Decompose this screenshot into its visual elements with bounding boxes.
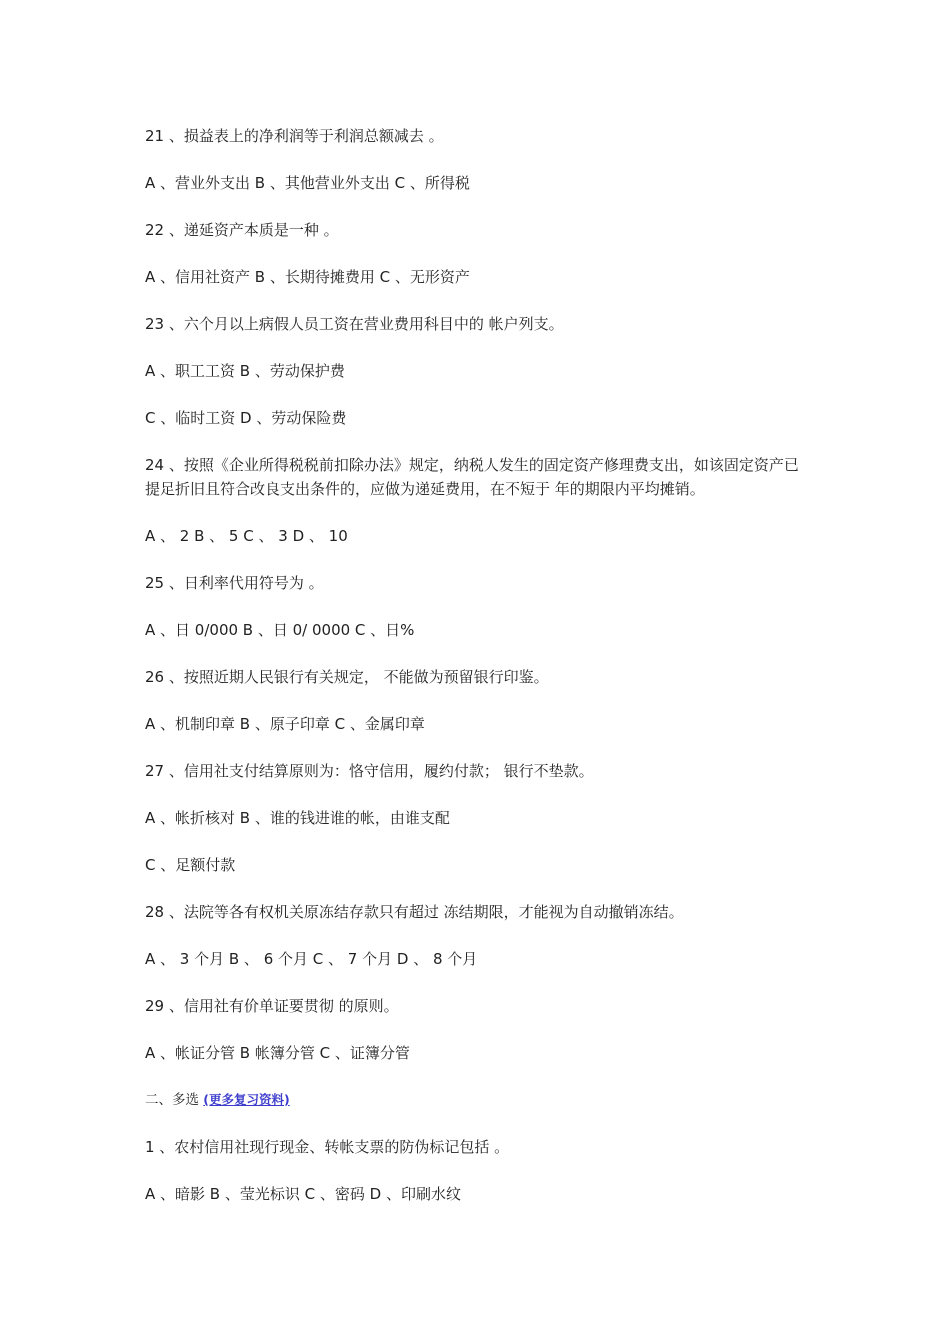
- options-22: A 、信用社资产 B 、长期待摊费用 C 、无形资产: [145, 268, 470, 286]
- section-title: 二、多选: [145, 1092, 199, 1108]
- options-26: A 、机制印章 B 、原子印章 C 、金属印章: [145, 715, 425, 733]
- options-23-a: A 、职工工资 B 、劳动保护费: [145, 362, 345, 380]
- more-materials-link[interactable]: (更多复习资料): [203, 1092, 290, 1107]
- question-23: 23 、六个月以上病假人员工资在营业费用科目中的 帐户列支。: [145, 315, 564, 333]
- question-29: 29 、信用社有价单证要贯彻 的原则。: [145, 997, 399, 1015]
- options-27-a: A 、帐折核对 B 、谁的钱进谁的帐，由谁支配: [145, 809, 450, 827]
- question-25: 25 、日利率代用符号为 。: [145, 574, 324, 592]
- multi-options-1: A 、暗影 B 、莹光标识 C 、密码 D 、印刷水纹: [145, 1185, 461, 1203]
- question-28: 28 、法院等各有权机关原冻结存款只有超过 冻结期限，才能视为自动撤销冻结。: [145, 903, 684, 921]
- options-25: A 、日 0/000 B 、日 0/ 0000 C 、日%: [145, 621, 415, 639]
- options-23-c: C 、临时工资 D 、劳动保险费: [145, 409, 347, 427]
- question-21: 21 、损益表上的净利润等于利润总额减去 。: [145, 127, 444, 145]
- question-26: 26 、按照近期人民银行有关规定， 不能做为预留银行印鉴。: [145, 668, 549, 686]
- document-body: [145, 124, 805, 1229]
- options-24: A 、 2 B 、 5 C 、 3 D 、 10: [145, 527, 348, 545]
- question-22: 22 、递延资产本质是一种 。: [145, 221, 339, 239]
- question-27: 27 、信用社支付结算原则为：恪守信用，履约付款； 银行不垫款。: [145, 762, 594, 780]
- section-heading: [145, 1088, 805, 1112]
- options-28: A 、 3 个月 B 、 6 个月 C 、 7 个月 D 、 8 个月: [145, 950, 478, 968]
- options-21: A 、营业外支出 B 、其他营业外支出 C 、所得税: [145, 174, 470, 192]
- options-27-c: C 、足额付款: [145, 856, 236, 874]
- multi-question-1: 1 、农村信用社现行现金、转帐支票的防伪标记包括 。: [145, 1138, 510, 1156]
- question-24: 24 、按照《企业所得税税前扣除办法》规定，纳税人发生的固定资产修理费支出，如该固定资产已提足折旧且符合改良支出条件的，应做为递延费用，在不短于 年的期限内平均摊销。: [145, 456, 799, 498]
- options-29: A 、帐证分管 B 帐簿分管 C 、证簿分管: [145, 1044, 410, 1062]
